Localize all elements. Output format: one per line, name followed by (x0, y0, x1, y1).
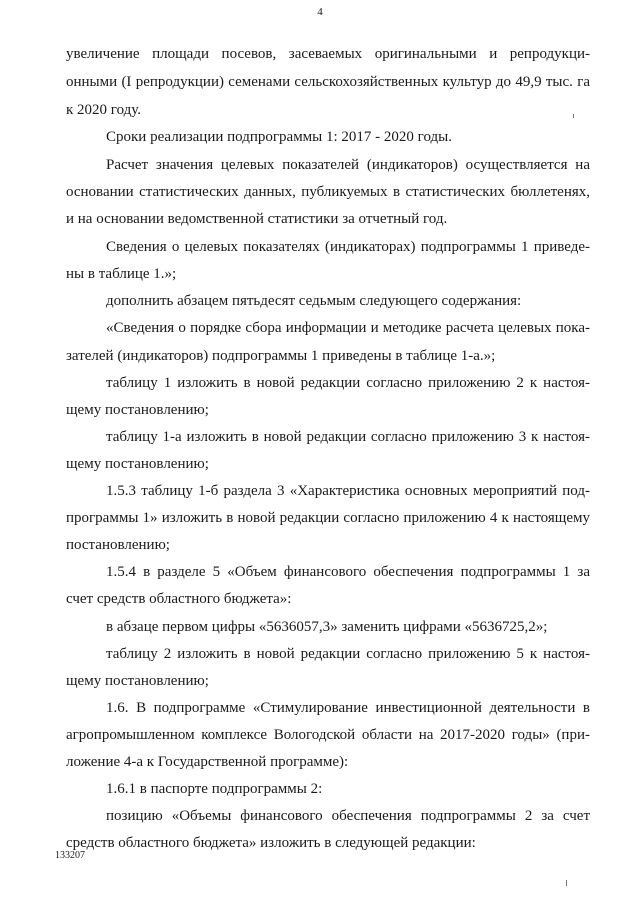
text-line: к 2020 году. (66, 102, 142, 118)
text-line: средств областного бюджета» изложить в следующей редакции: (66, 835, 476, 851)
text-line: программы 1» изложить в новой редакции согласно приложению 4 к настоящему (66, 510, 590, 526)
document-code: 133207 (55, 850, 85, 861)
text-line: Расчет значения целевых показателей (индикаторов) осуществляется на (106, 157, 590, 173)
text-line: основании статистических данных, публикуемых в статистических бюллетенях, (66, 184, 590, 200)
text-line: дополнить абзацем пятьдесят седьмым следующего содержания: (106, 293, 522, 309)
scan-mark (566, 880, 567, 886)
text-line: щему постановлению; (66, 456, 209, 472)
scan-mark (573, 114, 574, 118)
text-line: Сведения о целевых показателях (индикаторах) подпрограммы 1 приведе- (106, 239, 590, 255)
text-line: и на основании ведомственной статистики за отчетный год. (66, 211, 448, 227)
text-line: таблицу 1 изложить в новой редакции согласно приложению 2 к настоя- (106, 375, 590, 391)
text-line: счет средств областного бюджета»: (66, 591, 292, 607)
text-line: 1.5.4 в разделе 5 «Объем финансового обеспечения подпрограммы 1 за (106, 564, 590, 580)
page-number: 4 (317, 6, 323, 18)
text-line: увеличение площади посевов, засеваемых оригинальными и репродукци- (66, 46, 590, 62)
text-line: щему постановлению; (66, 673, 209, 689)
text-line: позицию «Объемы финансового обеспечения подпрограммы 2 за счет (106, 808, 590, 824)
text-line: в абзаце первом цифры «5636057,3» заменить цифрами «5636725,2»; (106, 619, 548, 635)
text-line: зателей (индикаторов) подпрограммы 1 приведены в таблице 1-а.»; (66, 348, 496, 364)
text-line: постановлению; (66, 537, 170, 553)
text-line: 1.5.3 таблицу 1-б раздела 3 «Характеристика основных мероприятий под- (106, 483, 590, 499)
text-line: щему постановлению; (66, 402, 209, 418)
text-line: «Сведения о порядке сбора информации и методике расчета целевых пока- (106, 320, 590, 336)
text-line: ны в таблице 1.»; (66, 266, 177, 282)
text-line: агропромышленном комплексе Вологодской области на 2017-2020 годы» (при- (66, 727, 590, 743)
text-line: 1.6.1 в паспорте подпрограммы 2: (106, 781, 323, 797)
text-line: 1.6. В подпрограмме «Стимулирование инвестиционной деятельности в (106, 700, 590, 716)
text-line: Сроки реализации подпрограммы 1: 2017 - 2020 годы. (106, 129, 452, 145)
text-line: онными (I репродукции) семенами сельскохозяйственных культур до 49,9 тыс. га (66, 74, 590, 90)
text-line: ложение 4-а к Государственной программе): (66, 754, 349, 770)
text-line: таблицу 1-а изложить в новой редакции согласно приложению 3 к настоя- (106, 429, 590, 445)
text-line: таблицу 2 изложить в новой редакции согласно приложению 5 к настоя- (106, 646, 590, 662)
